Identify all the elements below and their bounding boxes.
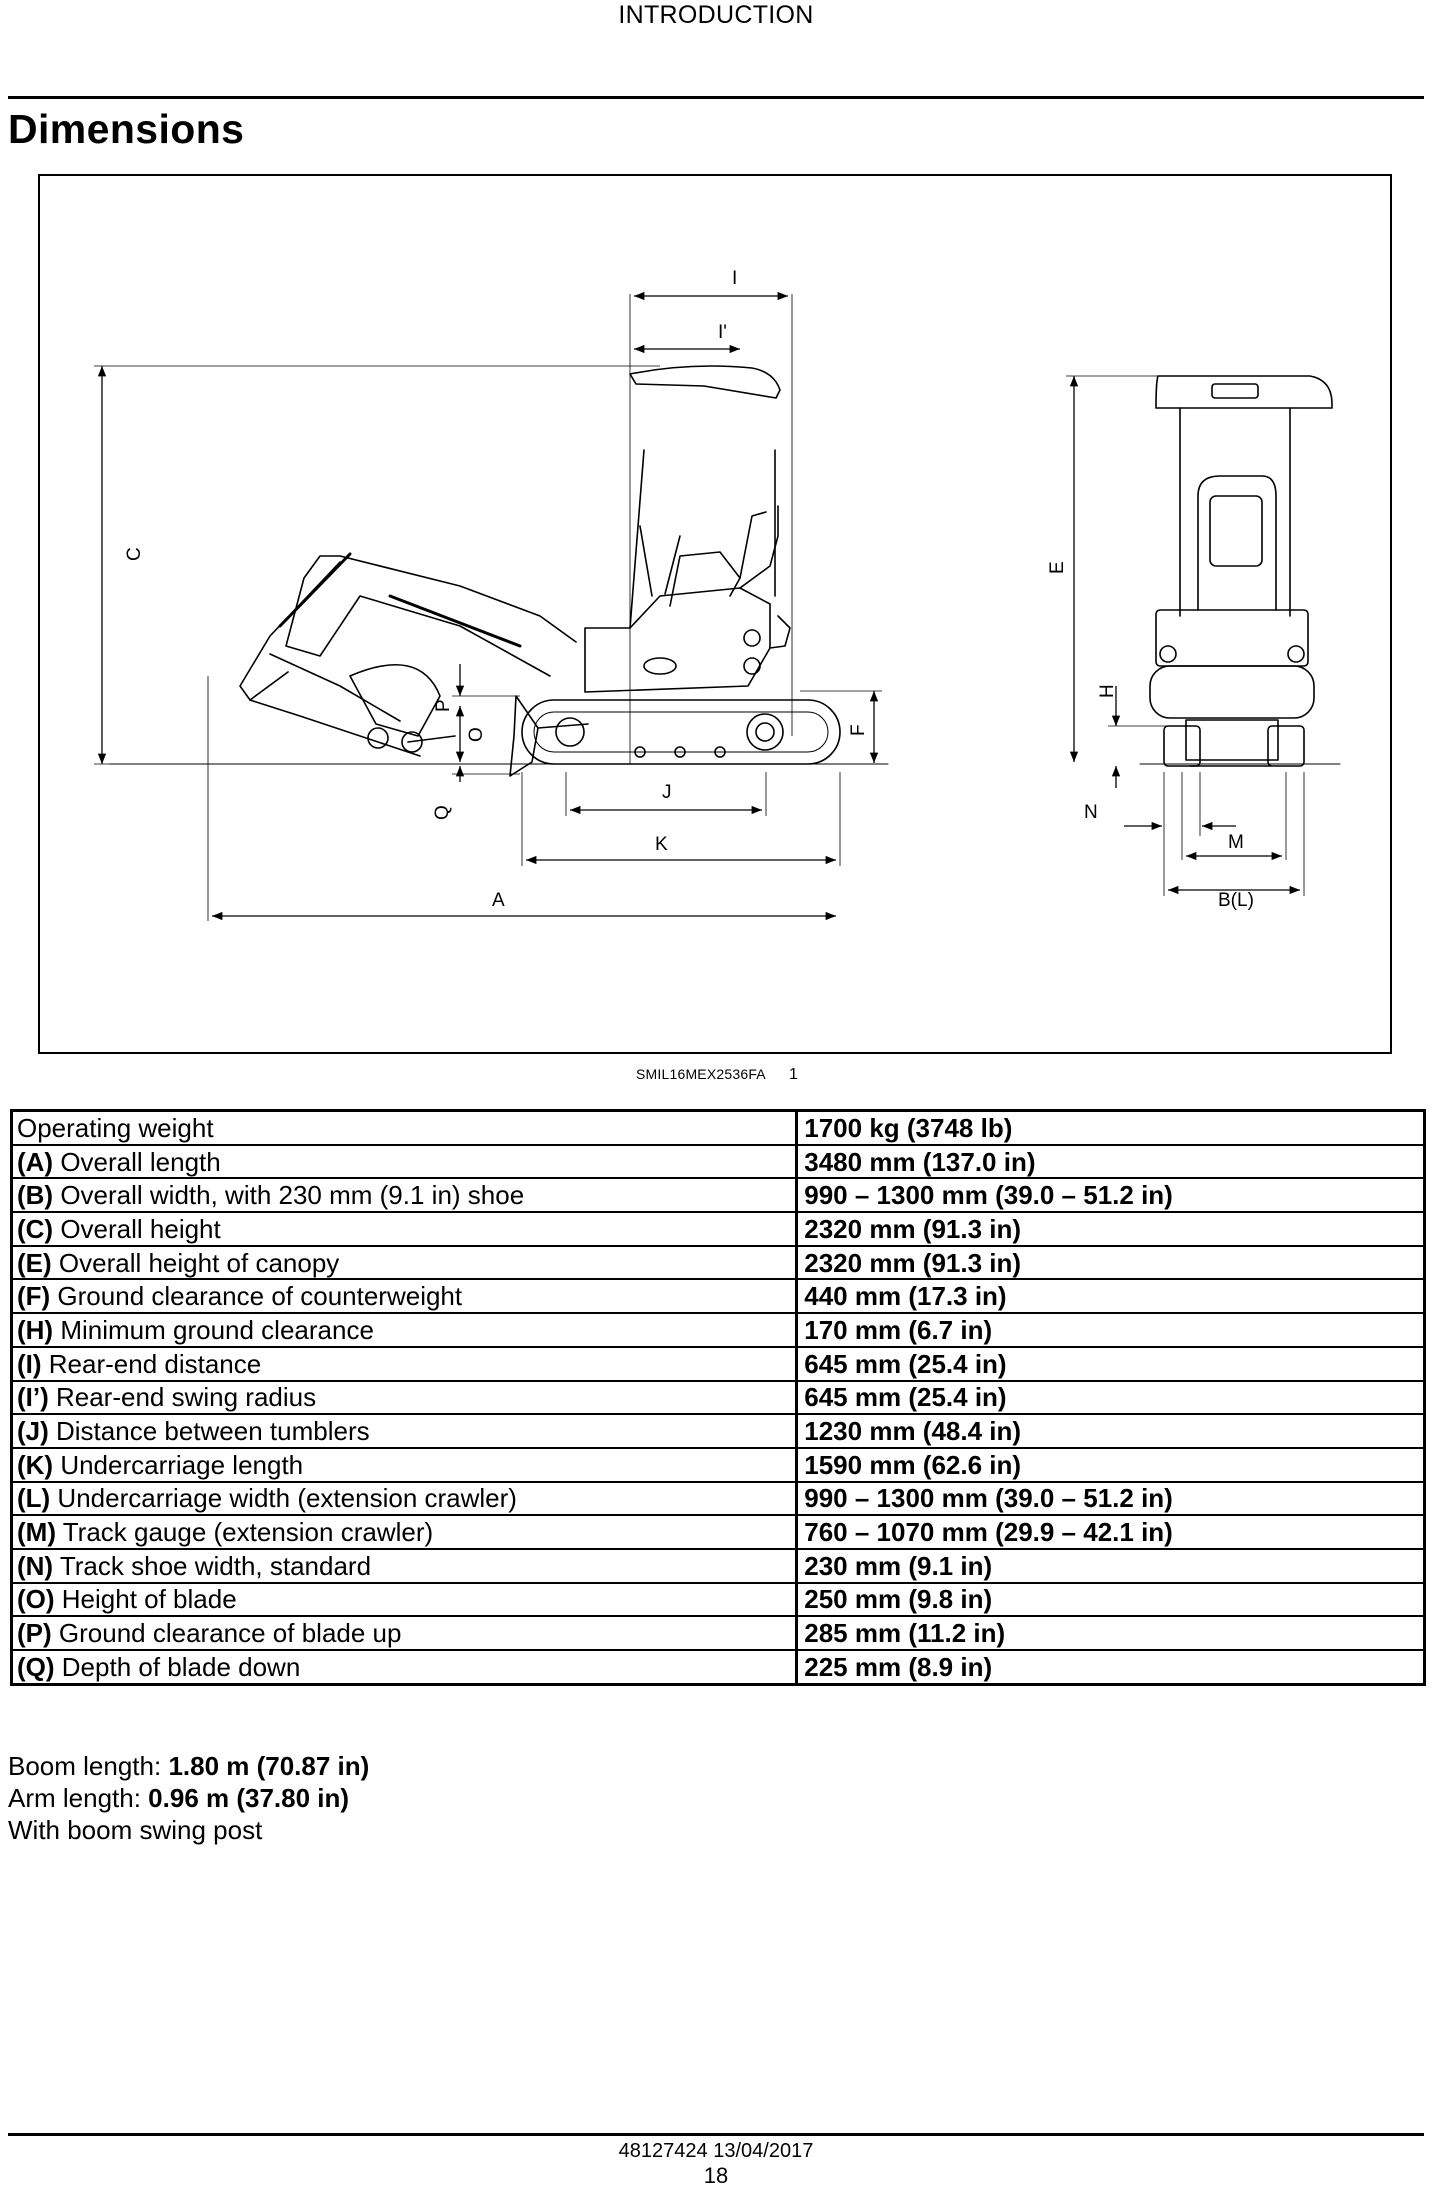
spec-value: 990 – 1300 mm (39.0 – 51.2 in) (797, 1482, 1425, 1516)
spec-code: (I’) (17, 1382, 49, 1413)
table-row (12, 1178, 1425, 1212)
table-row (12, 1515, 1425, 1549)
figure-caption-number: 1 (789, 1066, 798, 1083)
spec-code: (O) (17, 1584, 55, 1615)
arm-length-value: 0.96 m (37.80 in) (148, 1783, 350, 1813)
spec-value: 1230 mm (48.4 in) (797, 1414, 1425, 1448)
spec-value: 1700 kg (3748 lb) (797, 1111, 1425, 1145)
spec-label: Operating weight (17, 1112, 214, 1143)
table-row (12, 1347, 1425, 1381)
spec-value: 2320 mm (91.3 in) (797, 1212, 1425, 1246)
table-row (12, 1212, 1425, 1246)
label-E: E (1047, 561, 1068, 574)
spec-label-cell (12, 1279, 797, 1313)
spec-value: 440 mm (17.3 in) (797, 1279, 1425, 1313)
label-P: P (433, 699, 454, 712)
spec-code: (K) (17, 1449, 54, 1480)
table-row (12, 1313, 1425, 1347)
spec-label-cell (12, 1515, 797, 1549)
label-A: A (492, 890, 505, 911)
spec-code: (J) (17, 1416, 49, 1447)
spec-value: 760 – 1070 mm (29.9 – 42.1 in) (797, 1515, 1425, 1549)
spec-code: (F) (17, 1281, 51, 1312)
spec-label-cell (12, 1212, 797, 1246)
spec-code: (L) (17, 1483, 51, 1514)
footer-document-reference: 48127424 13/04/2017 (618, 2140, 814, 2162)
spec-label: Rear-end distance (41, 1348, 262, 1379)
idler (556, 718, 584, 746)
table-row (12, 1448, 1425, 1482)
notes (8, 1750, 369, 1846)
spec-label-cell (12, 1111, 797, 1145)
spec-label-cell (12, 1178, 797, 1212)
spec-label: Height of blade (54, 1584, 237, 1615)
spec-value: 170 mm (6.7 in) (797, 1313, 1425, 1347)
spec-value: 645 mm (25.4 in) (797, 1381, 1425, 1415)
label-I-prime: I' (718, 322, 727, 343)
spec-code: (E) (17, 1247, 52, 1278)
boom-length-note (8, 1750, 369, 1782)
arm-length-note (8, 1782, 369, 1814)
top-rule (8, 96, 1424, 99)
spec-code: (M) (17, 1517, 56, 1548)
spec-label-cell (12, 1650, 797, 1684)
spec-code: (Q) (17, 1651, 55, 1682)
spec-label-cell (12, 1549, 797, 1583)
label-C: C (124, 547, 145, 561)
figure-caption-code: SMIL16MEX2536FA (636, 1066, 766, 1082)
front-body (1156, 610, 1308, 666)
spec-code: (I) (17, 1348, 42, 1379)
table-row (12, 1583, 1425, 1617)
spec-label: Track gauge (extension crawler) (55, 1517, 434, 1548)
spec-value: 3480 mm (137.0 in) (797, 1145, 1425, 1179)
spec-value: 250 mm (9.8 in) (797, 1583, 1425, 1617)
spec-label-cell (12, 1482, 797, 1516)
spec-label: Overall width, with 230 mm (9.1 in) shoe (53, 1180, 525, 1211)
label-Q: Q (432, 805, 453, 820)
spec-label-cell (12, 1616, 797, 1650)
boom-length-label: Boom length: (8, 1751, 169, 1781)
table-row (12, 1246, 1425, 1280)
spec-value: 230 mm (9.1 in) (797, 1549, 1425, 1583)
upper-body (585, 588, 770, 692)
label-B-L: B(L) (1218, 890, 1254, 911)
spec-label: Track shoe width, standard (53, 1550, 372, 1581)
spec-label-cell (12, 1347, 797, 1381)
spec-label: Ground clearance of counterweight (50, 1281, 463, 1312)
spec-label: Distance between tumblers (48, 1416, 370, 1447)
spec-label-cell (12, 1381, 797, 1415)
bucket (350, 665, 440, 736)
page-title: Dimensions (8, 106, 245, 152)
spec-label: Rear-end swing radius (48, 1382, 317, 1413)
label-N: N (1084, 802, 1098, 823)
table-row (12, 1279, 1425, 1313)
spec-code: (P) (17, 1618, 52, 1649)
spec-label: Overall height of canopy (51, 1247, 340, 1278)
spec-label: Depth of blade down (54, 1651, 301, 1682)
arm (250, 700, 420, 756)
spec-label-cell (12, 1583, 797, 1617)
label-H: H (1097, 684, 1118, 698)
spec-label: Overall height (53, 1213, 221, 1244)
excavator-drawing (40, 176, 1392, 1054)
spec-code: (N) (17, 1550, 54, 1581)
spec-value: 2320 mm (91.3 in) (797, 1246, 1425, 1280)
spec-label: Ground clearance of blade up (51, 1618, 402, 1649)
table-row (12, 1145, 1425, 1179)
arm-length-label: Arm length: (8, 1783, 149, 1813)
spec-label: Overall length (53, 1146, 221, 1177)
label-I: I (732, 268, 738, 289)
spec-code: (A) (17, 1146, 54, 1177)
table-row (12, 1111, 1425, 1145)
spec-label: Minimum ground clearance (53, 1314, 374, 1345)
spec-label-cell (12, 1145, 797, 1179)
spec-label-cell (12, 1246, 797, 1280)
spec-value: 225 mm (8.9 in) (797, 1650, 1425, 1684)
table-row (12, 1482, 1425, 1516)
page-number: 18 (703, 2163, 729, 2188)
table-row (12, 1650, 1425, 1684)
spec-value: 990 – 1300 mm (39.0 – 51.2 in) (797, 1178, 1425, 1212)
spec-value: 645 mm (25.4 in) (797, 1347, 1425, 1381)
sprocket (747, 714, 783, 750)
spec-code: (C) (17, 1213, 54, 1244)
label-M: M (1228, 832, 1244, 853)
table-row (12, 1549, 1425, 1583)
spec-label-cell (12, 1448, 797, 1482)
label-O: O (466, 727, 487, 742)
spec-code: (B) (17, 1180, 54, 1211)
spec-value: 285 mm (11.2 in) (797, 1616, 1425, 1650)
spec-code: (H) (17, 1314, 54, 1345)
table-row (12, 1616, 1425, 1650)
bottom-rule (8, 2133, 1424, 2136)
label-K: K (655, 834, 668, 855)
table-row (12, 1414, 1425, 1448)
spec-value: 1590 mm (62.6 in) (797, 1448, 1425, 1482)
table-row (12, 1381, 1425, 1415)
spec-label-cell (12, 1313, 797, 1347)
spec-label: Undercarriage length (53, 1449, 304, 1480)
label-J: J (662, 782, 672, 803)
dimensions-table (10, 1109, 1426, 1686)
swing-post-note: With boom swing post (8, 1815, 263, 1845)
label-F: F (848, 724, 869, 736)
dimension-figure (38, 174, 1392, 1054)
spec-label-cell (12, 1414, 797, 1448)
running-header: INTRODUCTION (618, 1, 814, 29)
seat (670, 552, 740, 606)
spec-label: Undercarriage width (extension crawler) (50, 1483, 517, 1514)
canopy-roof (630, 366, 780, 398)
boom-length-value: 1.80 m (70.87 in) (168, 1751, 370, 1781)
front-canopy-roof (1156, 376, 1332, 408)
